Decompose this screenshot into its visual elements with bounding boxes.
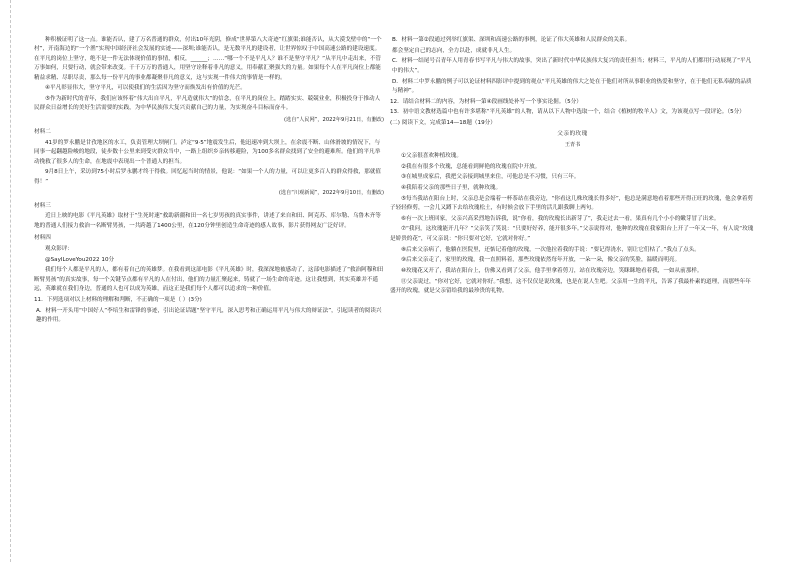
material1-paragraph5: ⑤作为新时代的青年，我们应该怀着“伟大出自平凡，平凡造就伟大”的信念，在平凡的岗位上，踏踏实实、兢兢业业，积极投身于推动人民群众日益增长的美好生活需要的实践，为中华民族伟大复兴贡献自己的力量，为实现奋斗目标而奋斗。: [34, 96, 381, 112]
question-13: 13．初中语文教材选篇中也有许多堪称“平凡英雄”的人物，请从以下人物中选取一个，结合《植树的牧羊人》文，为该观点写一段评论。（5分）: [390, 109, 745, 116]
article-paragraph-7: ⑦“我问，这玫瑰能开几年？”父亲笑了笑说：“只要好好养，能开很多年。”父亲说得对，他种的玫瑰在我家阳台上开了一年又一年，有人说“玫瑰是娇贵的花”，可父亲说：“你只要对它好，它就对你好。”: [390, 226, 754, 242]
material2-paragraph2: 9月8日上午，采访到75小时后罗永鹏才终于得救。回忆起当时的情景，他说：“如果一个人的力量，可以让更多百人的群众得救，那就值得！”: [34, 169, 381, 185]
question-11-option-a: A．材料一开头用“中国好人”李培生和雷锋的事迹，引出论证话题“坚守平凡，深入思考和正确运用平凡与伟大的辩证法”，引起读者的阅读兴趣的作用。: [36, 307, 382, 323]
material4-label: 观众影评：: [45, 245, 73, 252]
material1-paragraph4: ④平凡彰显伟大，坚守平凡，可以使我们的生活因为坚守而焕发出有价值的光芒。: [45, 85, 246, 92]
question-11-option-c: C．材料一结尾号召青年人用青春书写平凡与伟大的故事，突出了新时代中华民族伟大复兴的责任担当；材料三，平凡的人们都用行动展现了“平凡中的伟大”。: [392, 58, 752, 74]
section-2-heading: (二) 阅读下文，完成第14—18题（19分）: [390, 120, 496, 127]
right-column: [390, 36, 755, 298]
question-11-option-b-continued: 都会坚定自己的志向，全力以赴，成就非凡人生。: [392, 47, 516, 54]
article-paragraph-5: ⑤每当我站在阳台上时，父亲总是会端着一杯茶站在我旁边，“你看这几株玫瑰长得多好”，他总是满意地看着那些开得正旺的玫瑰，他会拿着剪子轻轻修剪，一会儿又蹲下去给玫瑰松土，有时候会放下手里的活儿跟我聊上两句。: [390, 195, 754, 212]
article-paragraph-6: ⑥有一次上班回家，父亲兴高采烈地告诉我，说“你看，我的玫瑰长出新芽了”，我走过去一看，果真有几个小小的嫩芽冒了出来。: [401, 215, 720, 222]
article-paragraph-9: ⑨后来父亲走了，家里的玫瑰，我一直照料着，那些玫瑰依然每年开放，一朵一朵，像父亲的笑脸，温暖而明亮。: [401, 257, 681, 264]
article-author: 王青书: [564, 142, 581, 149]
question-11: 11．下列选项对以上材料的理解和判断，不正确的一项是（ ）(3分): [34, 296, 202, 303]
article-paragraph-8: ⑧后来父亲病了，他躺在医院里，还惦记着他的玫瑰，一次他拉着我的手说：“要记得浇水，别让它们枯了。”我点了点头。: [401, 246, 700, 253]
article-paragraph-3: ③在城里成家后，我把父亲接到城里来住，可他总是不习惯，只有三年。: [401, 174, 580, 181]
material3-heading: 材料三: [34, 202, 51, 209]
question-11-option-b: B．材料一第②段通过列举红旗渠、深圳和高速公路的事例，论证了伟大英雄和人民群众的关系。: [392, 37, 631, 43]
article-paragraph-4: ④我陪着父亲的那些日子里，就种玫瑰。: [401, 184, 502, 191]
question-12: 12．请结合材料二的内容，为材料一第④段画线处补写一个事实论据。（5分）: [390, 98, 582, 105]
material4-review: 我们每个人都是平凡的人，都有着自己的英雄梦。在我看到这部电影《平凡英雄》时，我深深地被感动了，这部电影描述了“救治阿穆和田断臂男孩”的真实故事，每一个关键节点都有平凡的人在付出，他们的力量汇聚起来，铸就了一场生命的奇迹。这让我想到，其实英雄并不遥远，英雄就在我们身边，普通的人也可以成为英雄，而这正是我们每个人都可以追求的一种价值。: [34, 267, 384, 293]
material2-source: (选自“川观新闻”，2022年9月10日，有删改): [278, 190, 384, 197]
material3-paragraph: 近日上映的电影《平凡英雄》取材于“生死时速”救助新疆和田一名七岁男孩的真实事件，讲述了来自和田、阿克苏、库尔勒、乌鲁木齐等地的普通人们接力救治一名断臂男孩，一共跨越了1400公里，在120分钟里创造生命奇迹的感人故事，影片获得网友广泛好评。: [34, 213, 381, 229]
material1-source: (选自“人民网”，2022年9月21日，有删改): [284, 116, 384, 123]
article-paragraph-11: ⑪父亲说过，“你对它好，它就对你好。”我想，这不仅仅是说玫瑰，也是在说人生吧。父亲用一生的平凡，告诉了我最朴素的道理，而那些年年盛开的玫瑰，就是父亲留给我的最珍贵的礼物。: [390, 278, 751, 295]
article-title: 父亲的玫瑰: [557, 131, 588, 138]
left-column: [34, 36, 384, 327]
binding-margin-line: [10, 0, 12, 562]
material4-heading: 材料四: [34, 235, 51, 242]
article-paragraph-10: ⑩玫瑰花又开了，我站在阳台上，仿佛又看到了父亲，他手里拿着剪刀，站在玫瑰旁边，笑眯眯地看着我，一如从前那样。: [401, 267, 703, 274]
material2-heading: 材料二: [34, 129, 51, 136]
question-11-option-d: D．材料二中罗永鹏的例子可以论证材料四影评中提到的观点“平凡英雄的伟大之处在于他们对所从事职业的热爱和坚守，在于他们无私奉献的品质与精神”。: [392, 78, 752, 94]
article-paragraph-2: ②我在有很多个玫瑰，总能看到鲜艳的玫瑰在院中开放。: [401, 163, 541, 170]
material1-paragraph3: 种积极证明了这一点。谁能否认，建了万名普通的群众，付出10年光阴，修成“世界第八大奇迹”红旗渠;谁能否认，从大漠戈壁中的“一个村”，开南海边的“一个渔”实现中国经济社会发展的实迹——深圳;谁能否认，是无数平凡的建设者，让世界惊叹于中国高速公路的建设速度。在平凡的岗位上坚守，绝不是一件无法体现价值的事情，相反，______；……“哪一个不是平凡人？谁不是坚守平凡？”从平凡中走出来，不管万事如何，只要行动，就会带来改变。千千万万的普通人，用坚守诠释着非凡的意义，用奉献汇聚强大的力量。如果每个人在平凡岗位上都能精益求精、尽职尽责，那么每一份平凡的事业都凝聚非凡的意义，这与实现一件伟大的事情是一样的。: [34, 37, 382, 81]
material4-user: @SayILoveYou2022 10分: [45, 256, 115, 263]
article-paragraph-1: ①父亲很喜欢种植玫瑰。: [401, 152, 462, 159]
material2-paragraph1: 41岁的罗永鹏是甘孜地区的水工，负责管理大坝闸门。泸定“9·5”地震发生后，他迅速冲到大坝上，在余震不断、山体滑坡的情况下，与同事一起翻越险峻的地段，徒步数十公里来到受灾群众当中，一路上组织乡亲转移避险，为100多名群众找到了安全的避难所。他们的平凡举动挽救了很多人的生命，在地震中表现出一个普通人的担当。: [34, 139, 381, 165]
